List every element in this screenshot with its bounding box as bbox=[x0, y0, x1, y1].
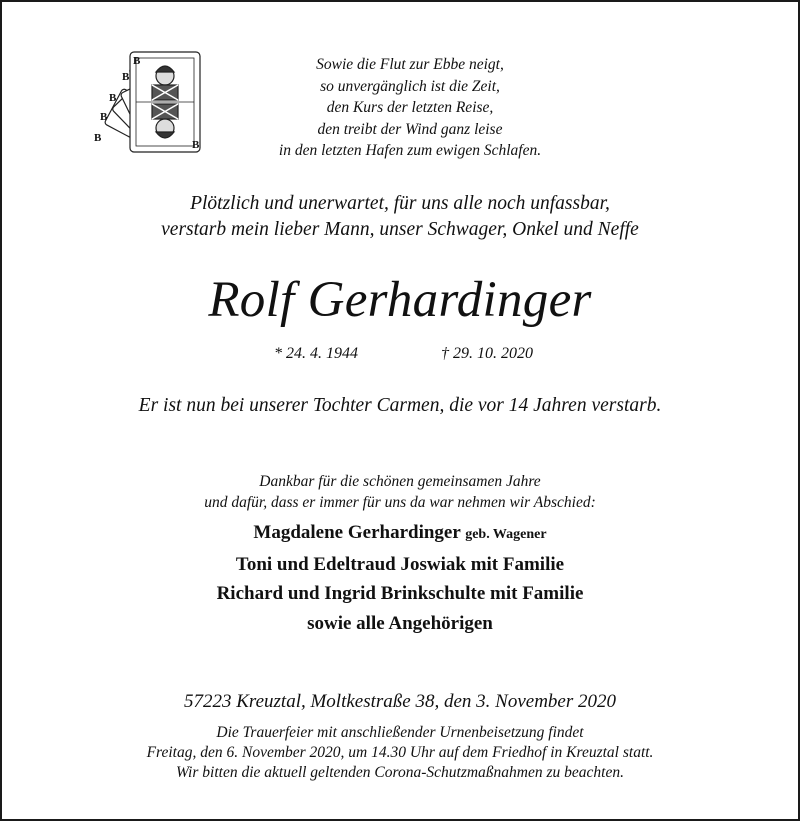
card-letter: B bbox=[122, 71, 130, 83]
funeral-line: Wir bitten die aktuell geltenden Corona-Schutzmaßnahmen zu beachten. bbox=[176, 764, 624, 781]
poem-line: Sowie die Flut zur Ebbe neigt, bbox=[316, 56, 504, 73]
poem-line: den treibt der Wind ganz leise bbox=[317, 120, 503, 138]
poem bbox=[210, 54, 610, 162]
birth-date: * 24. 4. 1944 bbox=[274, 345, 358, 362]
intro-line: Plötzlich und unerwartet, für uns alle noch unfassbar, bbox=[190, 193, 610, 214]
mourner-line: Toni und Edeltraud Joswiak mit Familie bbox=[235, 553, 565, 575]
funeral-info bbox=[0, 723, 800, 783]
mourner-wife bbox=[0, 518, 800, 550]
playing-cards-icon bbox=[82, 40, 216, 156]
death-date: † 29. 10. 2020 bbox=[441, 345, 533, 362]
funeral-line: Freitag, den 6. November 2020, um 14.30 Uhr auf dem Friedhof in Kreuztal statt. bbox=[146, 744, 654, 761]
thanks-line: Dankbar für die schönen gemeinsamen Jahre bbox=[259, 473, 541, 490]
mourners-list bbox=[0, 518, 800, 638]
card-letter: B bbox=[109, 92, 117, 104]
poem-line: den Kurs der letzten Reise, bbox=[326, 99, 494, 116]
card-letter: B bbox=[192, 139, 200, 151]
intro-text bbox=[0, 191, 800, 243]
place-date: 57223 Kreuztal, Moltkestraße 38, den 3. November 2020 bbox=[183, 691, 617, 712]
funeral-line: Die Trauerfeier mit anschließender Urnenbeisetzung findet bbox=[216, 724, 584, 741]
thanks-text bbox=[0, 472, 800, 513]
card-letter: B bbox=[100, 111, 108, 123]
thanks-line: und dafür, dass er immer für uns da war nehmen wir Abschied: bbox=[204, 493, 596, 511]
deceased-name: Rolf Gerhardinger bbox=[208, 272, 592, 328]
mourner-line: Richard und Ingrid Brinkschulte mit Familie bbox=[216, 583, 584, 604]
mourner-wife-maiden-name: geb. Wagener bbox=[465, 527, 547, 542]
poem-line: so unvergänglich ist die Zeit, bbox=[320, 77, 500, 95]
intro-line: verstarb mein lieber Mann, unser Schwager, Onkel und Neffe bbox=[161, 219, 639, 240]
card-letter: B bbox=[94, 132, 102, 144]
card-letter: B bbox=[133, 55, 141, 67]
mourner-wife-name: Magdalene Gerhardinger bbox=[253, 522, 461, 543]
poem-line: in den letzten Hafen zum ewigen Schlafen. bbox=[278, 142, 542, 159]
daughter-note: Er ist nun bei unserer Tochter Carmen, die vor 14 Jahren verstarb. bbox=[138, 395, 662, 416]
mourner-line: sowie alle Angehörigen bbox=[307, 612, 493, 634]
